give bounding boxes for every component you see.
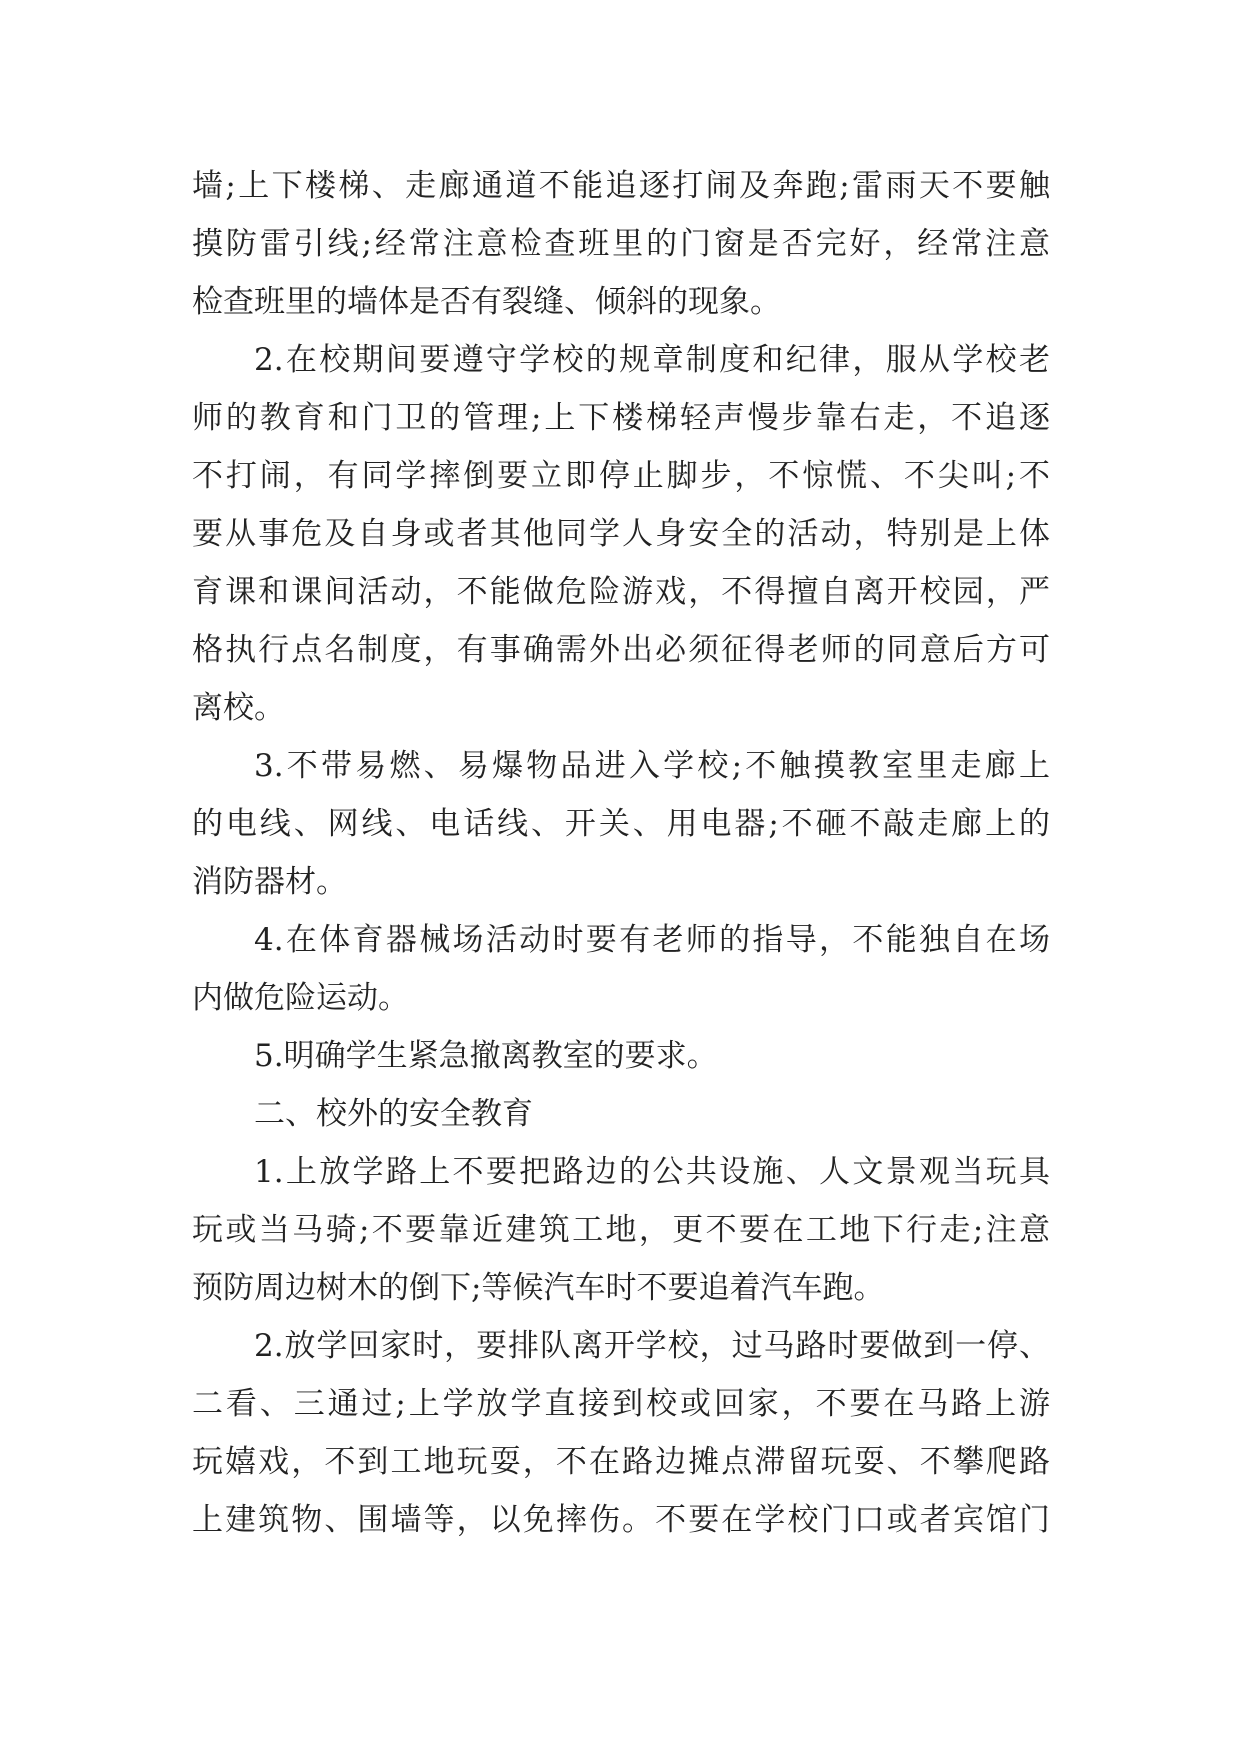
text-line: 格执行点名制度，有事确需外出必须征得老师的同意后方可	[192, 632, 1050, 668]
text-line: 4.在体育器械场活动时要有老师的指导，不能独自在场	[254, 922, 1050, 958]
document-body	[192, 157, 1050, 1549]
text-line: 墙;上下楼梯、走廊通道不能追逐打闹及奔跑;雷雨天不要触	[192, 168, 1050, 204]
text-line: 检查班里的墙体是否有裂缝、倾斜的现象。	[192, 284, 781, 320]
text-line: 育课和课间活动，不能做危险游戏，不得擅自离开校园，严	[192, 574, 1050, 610]
text-line: 玩或当马骑;不要靠近建筑工地，更不要在工地下行走;注意	[192, 1212, 1050, 1248]
text-line: 的电线、网线、电话线、开关、用电器;不砸不敲走廊上的	[192, 806, 1050, 842]
text-line: 玩嬉戏，不到工地玩耍，不在路边摊点滞留玩耍、不攀爬路	[192, 1444, 1050, 1480]
text-line: 摸防雷引线;经常注意检查班里的门窗是否完好，经常注意	[192, 226, 1050, 262]
text-line: 师的教育和门卫的管理;上下楼梯轻声慢步靠右走，不追逐	[192, 400, 1050, 436]
text-line: 消防器材。	[192, 864, 347, 900]
text-line: 2.放学回家时，要排队离开学校，过马路时要做到一停、	[254, 1328, 1050, 1364]
text-line: 二、校外的安全教育	[254, 1096, 533, 1132]
text-line: 离校。	[192, 690, 285, 726]
text-line: 内做危险运动。	[192, 980, 409, 1016]
text-line: 1.上放学路上不要把路边的公共设施、人文景观当玩具	[254, 1154, 1050, 1190]
text-line: 2.在校期间要遵守学校的规章制度和纪律，服从学校老	[254, 342, 1050, 378]
text-line: 要从事危及自身或者其他同学人身安全的活动，特别是上体	[192, 516, 1050, 552]
text-line: 不打闹，有同学摔倒要立即停止脚步，不惊慌、不尖叫;不	[192, 458, 1050, 494]
text-line: 3.不带易燃、易爆物品进入学校;不触摸教室里走廊上	[254, 748, 1050, 784]
text-line: 5.明确学生紧急撤离教室的要求。	[254, 1038, 718, 1074]
text-line: 上建筑物、围墙等，以免摔伤。不要在学校门口或者宾馆门	[192, 1502, 1050, 1538]
text-line: 预防周边树木的倒下;等候汽车时不要追着汽车跑。	[192, 1270, 885, 1306]
text-line: 二看、三通过;上学放学直接到校或回家，不要在马路上游	[192, 1386, 1050, 1422]
